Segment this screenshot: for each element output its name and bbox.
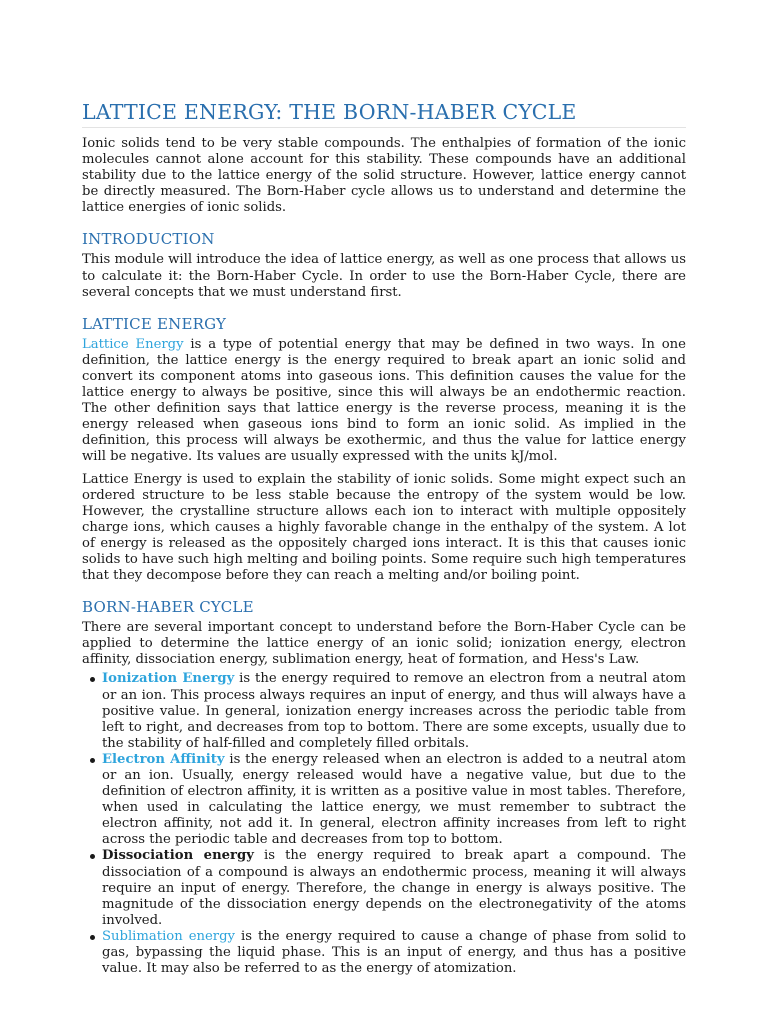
- ionization-energy-text: is the energy required to remove an electron from a neutral atom or an ion. This process always requires an input of energy, and thus will always have a positive value. In general, ionization energy increases across the periodic table from left to right, and decreases from top to bottom. There are some excepts, usually due to the stability of half-filled and completely filled orbitals.: [102, 671, 686, 751]
- lattice-energy-paragraph-2: Lattice Energy is used to explain the stability of ionic solids. Some might expect such an ordered structure to be less stable because the entropy of the system would be low. However, the crystalline structure allows each ion to interact with multiple oppositely charge ions, which causes a highly favorable change in the enthalpy of the system. A lot of energy is released as the oppositely charged ions interact. It is this that causes ionic solids to have such high melting and boiling points. Some require such high temperatures that they decompose before they can reach a melting and/or boiling point.: [82, 471, 686, 584]
- lattice-energy-link[interactable]: Lattice Energy: [82, 336, 184, 352]
- sublimation-energy-text: is the energy required to cause a change of phase from solid to gas, bypassing the liquid phase. This is an input of energy, and thus has a positive value. It may also be referred to as the energy of atomization.: [102, 928, 686, 977]
- article-body: [82, 100, 686, 977]
- list-item-dissociation-energy: [102, 848, 686, 928]
- list-item-electron-affinity: [102, 752, 686, 849]
- introduction-paragraph: This module will introduce the idea of lattice energy, as well as one process that allows us to calculate it: the Born-Haber Cycle. In order to use the Born-Haber Cycle, there are several concepts that we must understand first.: [82, 252, 686, 300]
- born-haber-heading: BORN-HABER CYCLE: [82, 598, 254, 617]
- list-item-ionization-energy: [102, 671, 686, 751]
- born-haber-paragraph: There are several important concept to understand before the Born-Haber Cycle can be applied to determine the lattice energy of an ionic solid; ionization energy, electron affinity, dissociation energy, sublimation energy, heat of formation, and Hess's Law.: [82, 620, 686, 668]
- dissociation-energy-term: Dissociation energy: [102, 848, 254, 864]
- electron-affinity-link[interactable]: Electron Affinity: [102, 751, 225, 767]
- lattice-energy-paragraph-1-text: is a type of potential energy that may be defined in two ways. In one definition, the lattice energy is the energy required to break apart an ionic solid and convert its component atoms into gaseous ions. This definition causes the value for the lattice energy to always be positive, since this will always be an endothermic reaction. The other definition says that lattice energy is the reverse process, meaning it is the energy released when gaseous ions bind to form an ionic solid. As implied in the definition, this process will always be exothermic, and thus the value for lattice energy will be negative. Its values are usually expressed with the units kJ/mol.: [82, 336, 686, 465]
- page-title: LATTICE ENERGY: THE BORN-HABER CYCLE: [82, 100, 686, 128]
- lattice-energy-paragraph-1: [82, 337, 686, 466]
- concept-list: [82, 671, 686, 977]
- dissociation-energy-text: is the energy required to break apart a compound. The dissociation of a compound is always an endothermic process, meaning it will always require an input of energy. Therefore, the change in energy is always positive. The magnitude of the dissociation energy depends on the electronegativity of the atoms involved.: [102, 848, 687, 928]
- lattice-energy-heading: LATTICE ENERGY: [82, 314, 227, 333]
- list-item-sublimation-energy: [102, 929, 686, 977]
- ionization-energy-link[interactable]: Ionization Energy: [102, 671, 235, 687]
- electron-affinity-text: is the energy released when an electron is added to a neutral atom or an ion. Usually, energy released would have a negative value, but due to the definition of electron affinity, it is written as a positive value in most tables. Therefore, when used in calculating the lattice energy, we must remember to subtract the electron affinity, not add it. In general, electron affinity increases from left to right across the periodic table and decreases from top to bottom.: [102, 751, 686, 848]
- introduction-heading: INTRODUCTION: [82, 230, 215, 249]
- intro-paragraph: Ionic solids tend to be very stable compounds. The enthalpies of formation of the ionic molecules cannot alone account for this stability. These compounds have an additional stability due to the lattice energy of the solid structure. However, lattice energy cannot be directly measured. The Born-Haber cycle allows us to understand and determine the lattice energies of ionic solids.: [82, 136, 686, 216]
- sublimation-energy-link[interactable]: Sublimation energy: [102, 928, 236, 944]
